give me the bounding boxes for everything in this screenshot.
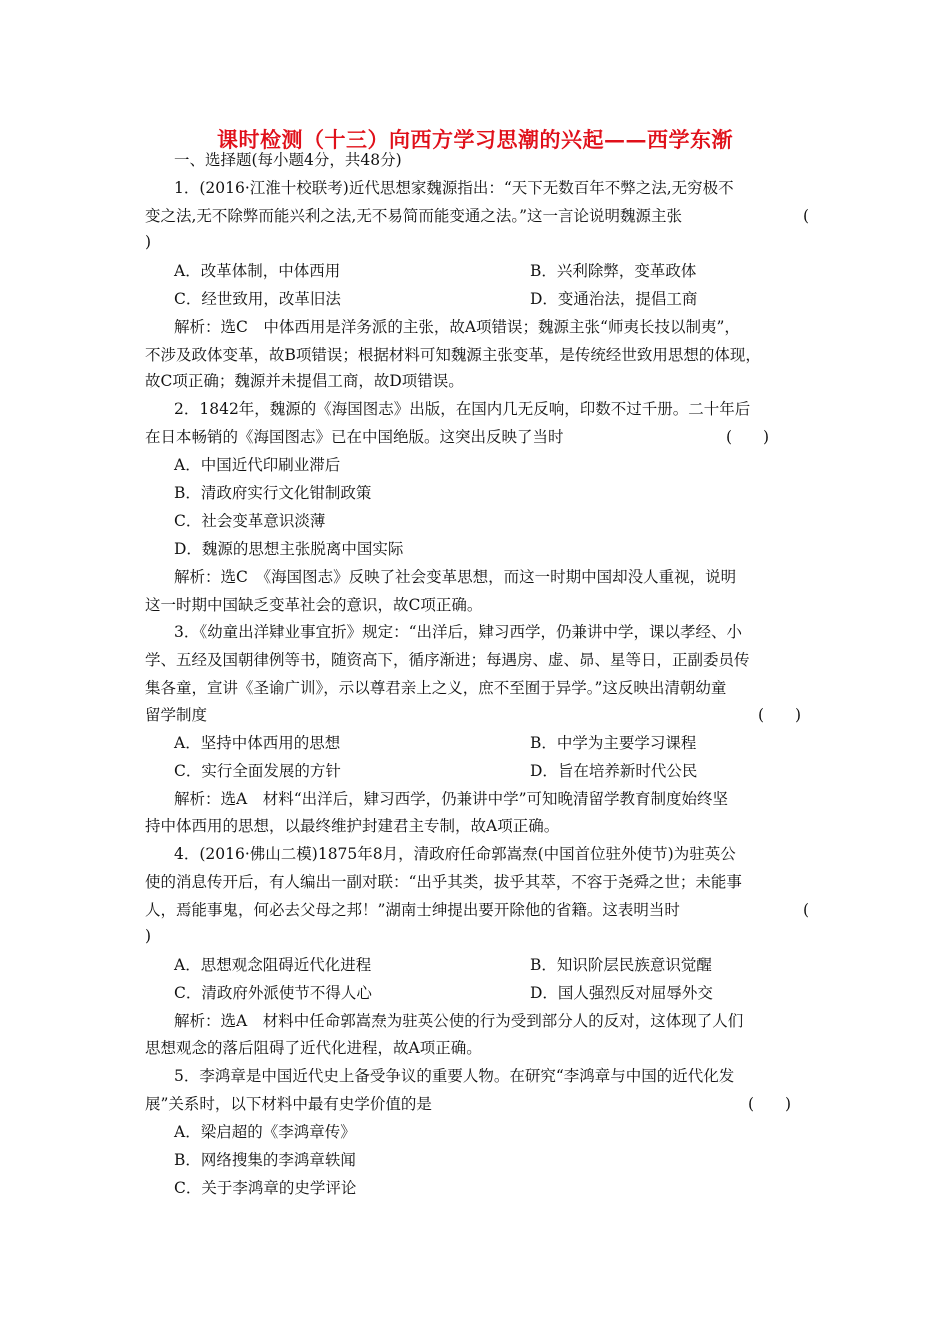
q1-option-b: B．兴利除弊，变革政体	[530, 262, 697, 280]
q1-stem-line: )	[145, 233, 152, 251]
q4-option-d: D．国人强烈反对屈辱外交	[530, 984, 713, 1002]
q4-option-c: C．清政府外派使节不得人心	[174, 984, 372, 1002]
q2-option-b: B．清政府实行文化钳制政策	[174, 484, 372, 502]
q4-option-b: B．知识阶层民族意识觉醒	[530, 956, 712, 974]
section-heading: 一、选择题(每小题4分，共48分)	[174, 151, 402, 169]
q5-option-b: B．网络搜集的李鸿章轶闻	[174, 1151, 356, 1169]
q2-answer-paren: ( )	[726, 428, 770, 446]
q5-option-a: A．梁启超的《李鸿章传》	[174, 1123, 356, 1141]
q5-stem-line: 展”关系时，以下材料中最有史学价值的是	[145, 1095, 432, 1113]
q5-answer-paren: ( )	[748, 1095, 792, 1113]
q3-option-c: C．实行全面发展的方针	[174, 762, 341, 780]
q2-stem-line: 2．1842年，魏源的《海国图志》出版，在国内几无反响，印数不过千册。二十年后	[174, 400, 751, 418]
q3-explanation-line: 持中体西用的思想，以最终维护封建君主专制，故A项正确。	[145, 817, 560, 835]
q3-explanation-line: 解析：选A 材料“出洋后，肄习西学，仍兼讲中学”可知晚清留学教育制度始终坚	[174, 790, 729, 808]
q1-explanation-line: 不涉及政体变革，故B项错误；根据材料可知魏源主张变革，是传统经世致用思想的体现，	[145, 346, 761, 364]
q3-stem-line: 3．《幼童出洋肄业事宜折》规定：“出洋后，肄习西学，仍兼讲中学，课以孝经、小	[174, 623, 743, 641]
q1-explanation-line: 故C项正确；魏源并未提倡工商，故D项错误。	[145, 372, 464, 390]
q4-explanation-line: 思想观念的落后阻碍了近代化进程，故A项正确。	[145, 1039, 482, 1057]
q1-answer-paren: (	[803, 207, 810, 225]
q5-stem-line: 5．李鸿章是中国近代史上备受争议的重要人物。在研究“李鸿章与中国的近代化发	[174, 1067, 735, 1085]
q2-option-a: A．中国近代印刷业滞后	[174, 456, 341, 474]
q1-explanation-line: 解析：选C 中体西用是洋务派的主张，故A项错误；魏源主张“师夷长技以制夷”，	[174, 318, 740, 336]
q4-stem-line: 使的消息传开后，有人编出一副对联：“出乎其类，拔乎其萃，不容于尧舜之世；未能事	[145, 873, 742, 891]
q3-stem-line: 留学制度	[145, 706, 208, 724]
q1-option-c: C．经世致用，改革旧法	[174, 290, 341, 308]
q3-answer-paren: ( )	[758, 706, 802, 724]
q3-stem-line: 学、五经及国朝律例等书，随资高下，循序渐进；每遇房、虚、昴、星等日，正副委员传	[145, 651, 750, 669]
q2-stem-line: 在日本畅销的《海国图志》已在中国绝版。这突出反映了当时	[145, 428, 564, 446]
q2-explanation-line: 解析：选C 《海国图志》反映了社会变革思想，而这一时期中国却没人重视，说明	[174, 568, 737, 586]
q4-answer-paren: (	[803, 901, 810, 919]
q1-stem-line: 变之法,无不除弊而能兴利之法,无不易简而能变通之法。”这一言论说明魏源主张	[145, 207, 683, 225]
q4-stem-line: )	[145, 927, 152, 945]
q4-stem-line: 人，焉能事鬼，何必去父母之邦！”湖南士绅提出要开除他的省籍。这表明当时	[145, 901, 680, 919]
q2-option-d: D．魏源的思想主张脱离中国实际	[174, 540, 404, 558]
q3-option-a: A．坚持中体西用的思想	[174, 734, 341, 752]
page-title: 课时检测（十三）向西方学习思潮的兴起——西学东渐	[217, 127, 733, 152]
q3-stem-line: 集各童，宣讲《圣谕广训》，示以尊君亲上之义，庶不至囿于异学。”这反映出清朝幼童	[145, 679, 727, 697]
q1-stem-line: 1．(2016·江淮十校联考)近代思想家魏源指出：“天下无数百年不弊之法,无穷极不	[174, 179, 734, 197]
q4-explanation-line: 解析：选A 材料中任命郭嵩焘为驻英公使的行为受到部分人的反对，这体现了人们	[174, 1012, 744, 1030]
q2-explanation-line: 这一时期中国缺乏变革社会的意识，故C项正确。	[145, 596, 483, 614]
q4-stem-line: 4．(2016·佛山二模)1875年8月，清政府任命郭嵩焘(中国首位驻外使节)为驻英公	[174, 845, 736, 863]
q2-option-c: C．社会变革意识淡薄	[174, 512, 326, 530]
q1-option-d: D．变通治法，提倡工商	[530, 290, 698, 308]
q5-option-c: C．关于李鸿章的史学评论	[174, 1179, 357, 1197]
q1-option-a: A．改革体制，中体西用	[174, 262, 341, 280]
q3-option-b: B．中学为主要学习课程	[530, 734, 697, 752]
q4-option-a: A．思想观念阻碍近代化进程	[174, 956, 372, 974]
q3-option-d: D．旨在培养新时代公民	[530, 762, 698, 780]
